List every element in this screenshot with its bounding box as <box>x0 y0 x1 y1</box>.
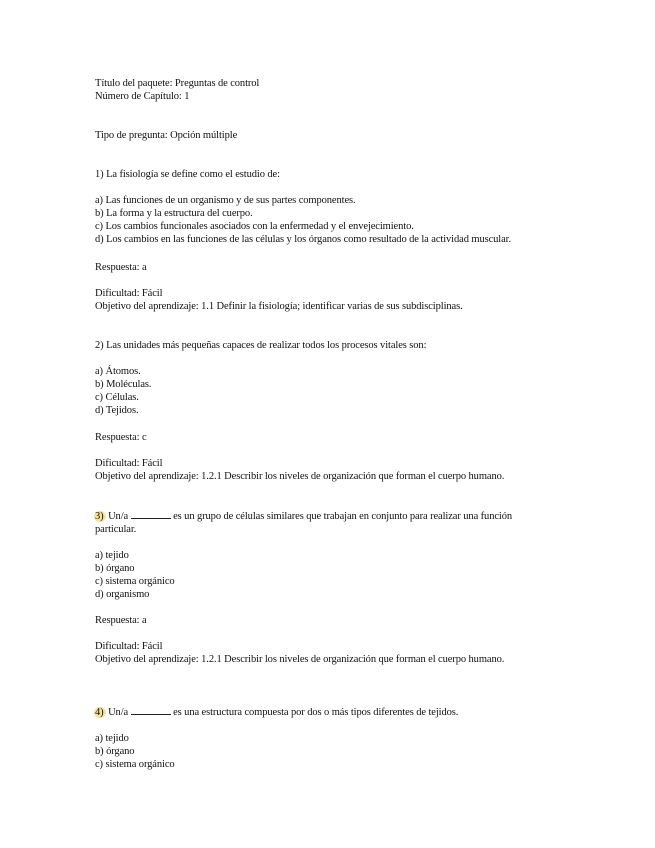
question-4-option-c: c) sistema orgánico <box>95 759 175 770</box>
question-4-stem <box>95 706 458 719</box>
question-4-stem-prefix: Un/a <box>108 707 129 718</box>
question-1-answer: Respuesta: a <box>95 262 147 273</box>
question-4-option-b: b) órgano <box>95 746 135 757</box>
question-3-number: 3) <box>95 511 104 522</box>
question-1-option-a: a) Las funciones de un organismo y de sus partes componentes. <box>95 195 356 206</box>
question-3-stem <box>95 510 512 523</box>
question-1-stem: 1) La fisiología se define como el estudio de: <box>95 169 280 180</box>
question-3-difficulty: Dificultad: Fácil <box>95 641 163 652</box>
question-3-option-d: d) organismo <box>95 589 150 600</box>
question-4-stem-suffix: es una estructura compuesta por dos o más tipos diferentes de tejidos. <box>173 707 459 718</box>
chapter-number: Número de Capítulo: 1 <box>95 91 190 102</box>
question-1-difficulty: Dificultad: Fácil <box>95 288 163 299</box>
question-2-option-c: c) Células. <box>95 392 139 403</box>
question-3-blank <box>131 510 171 519</box>
question-3-option-a: a) tejido <box>95 550 129 561</box>
question-1-option-b: b) La forma y la estructura del cuerpo. <box>95 208 253 219</box>
question-2-option-a: a) Átomos. <box>95 366 141 377</box>
question-3-stem-suffix: es un grupo de células similares que trabajan en conjunto para realizar una función <box>173 511 513 522</box>
question-2-objective: Objetivo del aprendizaje: 1.2.1 Describir los niveles de organización que forman el cuerpo humano. <box>95 471 505 482</box>
package-title: Título del paquete: Preguntas de control <box>95 78 260 89</box>
question-type: Tipo de pregunta: Opción múltiple <box>95 130 238 141</box>
question-2-option-d: d) Tejidos. <box>95 405 139 416</box>
question-1-objective: Objetivo del aprendizaje: 1.1 Definir la fisiología; identificar varias de sus subdisciplinas. <box>95 301 463 312</box>
question-4-blank <box>131 706 171 715</box>
question-2-option-b: b) Moléculas. <box>95 379 152 390</box>
question-2-stem: 2) Las unidades más pequeñas capaces de realizar todos los procesos vitales son: <box>95 340 427 351</box>
question-3-objective: Objetivo del aprendizaje: 1.2.1 Describir los niveles de organización que forman el cuerpo humano. <box>95 654 505 665</box>
question-3-option-c: c) sistema orgánico <box>95 576 175 587</box>
question-1-option-d: d) Los cambios en las funciones de las células y los órganos como resultado de la actividad muscular. <box>95 234 512 245</box>
question-3-answer: Respuesta: a <box>95 615 147 626</box>
question-4-number: 4) <box>95 707 104 718</box>
question-2-answer: Respuesta: c <box>95 432 147 443</box>
question-4-option-a: a) tejido <box>95 733 129 744</box>
question-2-difficulty: Dificultad: Fácil <box>95 458 163 469</box>
question-3-stem-prefix: Un/a <box>108 511 129 522</box>
question-3-stem-line2: particular. <box>95 524 137 535</box>
question-3-option-b: b) órgano <box>95 563 135 574</box>
question-1-option-c: c) Los cambios funcionales asociados con la enfermedad y el envejecimiento. <box>95 221 414 232</box>
